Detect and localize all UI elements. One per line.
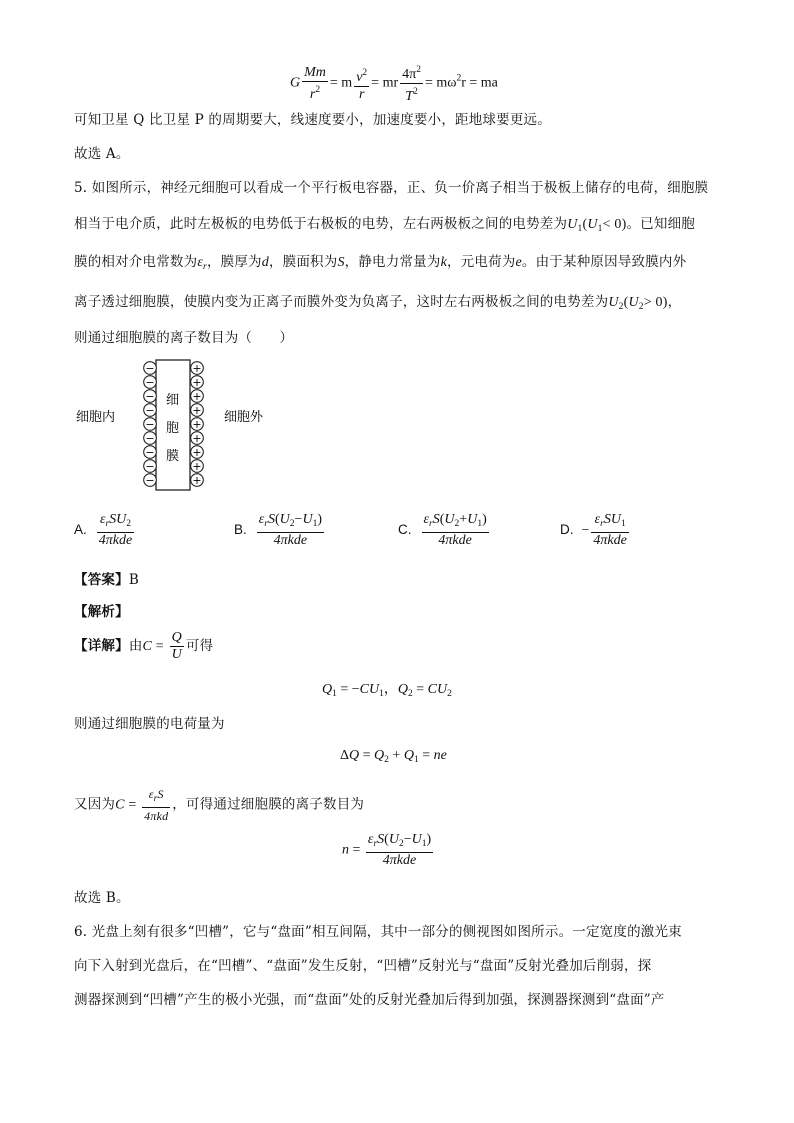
charge-line: 则通过细胞膜的电荷量为	[74, 716, 225, 732]
minus-sign: −	[145, 362, 155, 375]
option-a[interactable]: A. $\frac{\varepsilon_rSU_2}{\text{4πkde}}$	[74, 512, 133, 548]
plus-sign: +	[192, 376, 202, 389]
negative-ions	[144, 362, 157, 487]
n-equation: n = $\frac{\varepsilon_rS(U_2-U_1)}{\text{4πkde}}$	[342, 832, 432, 868]
q6-line-3: 测器探测到“凹槽”产生的极小光强，而“盘面”处的反射光叠加后得到加强，探测器探测到“盘面”产	[74, 992, 665, 1008]
membrane-char: 膜	[166, 449, 180, 464]
minus-sign: −	[145, 474, 155, 487]
q1-q2-equation: $Q_1 = -CU_1$，$Q_2 = CU_2$	[322, 682, 452, 699]
membrane-char: 胞	[166, 421, 180, 436]
minus-sign: −	[145, 404, 155, 417]
minus-sign: −	[145, 376, 155, 389]
q5-line-1: 5. 如图所示，神经元细胞可以看成一个平行板电容器，正、负一价离子相当于极板上储存的电荷，细胞膜	[74, 180, 709, 196]
q6-line-2: 向下入射到光盘后，在“凹槽”、“盘面”发生反射，“凹槽”反射光与“盘面”反射光叠加后削弱，探	[74, 958, 652, 974]
delta-q-equation: $\Delta Q = Q_2 + Q_1$ = ne	[340, 748, 447, 765]
plus-sign: +	[192, 404, 202, 417]
minus-sign: −	[145, 390, 155, 403]
option-d[interactable]: D. − $\frac{\varepsilon_rSU_1}{\text{4πkde}}$	[560, 512, 627, 548]
membrane-figure	[74, 356, 274, 496]
minus-sign: −	[145, 432, 155, 445]
answer-line: 【答案】B	[74, 572, 139, 588]
q5-line-4: 离子透过细胞膜，使膜内变为正离子而膜外变为负离子，这时左右两极板之间的电势差为$U_2(U_2> 0)$，	[74, 294, 682, 312]
minus-sign: −	[145, 460, 155, 473]
detail-line: 【详解】由C = $\frac{Q}{U}$ 可得	[74, 630, 214, 662]
plus-sign: +	[192, 362, 202, 375]
choose-a: 故选 A。	[74, 146, 130, 162]
plus-sign: +	[192, 390, 202, 403]
inside-label: 细胞内	[76, 410, 116, 425]
option-c[interactable]: C. $\frac{\varepsilon_rS(U_2+U_1)}{\text{4πkde}}$	[398, 512, 487, 548]
q5-line-5: 则通过细胞膜的离子数目为（ ）	[74, 330, 294, 346]
gravitation-formula: G $\frac{Mm}{r^2}$ = m $\frac{v^2}{r}$ = mr $\frac{4\pi^2}{T^2}$ = $m\omega^2r$ = ma	[290, 62, 498, 105]
answer-value: B	[128, 572, 139, 588]
membrane-char: 细	[166, 393, 180, 408]
q5-line-3: 膜的相对介电常数为$\varepsilon_r$，膜厚为d，膜面积为S，静电力常量为k，元电荷为e。由于某种原因导致膜内外	[74, 254, 687, 272]
paragraph-conclusion: 可知卫星 Q 比卫星 P 的周期要大，线速度要小，加速度要小，距地球要更远。	[74, 112, 551, 128]
plus-sign: +	[192, 418, 202, 431]
q5-line-2: 相当于电介质，此时左极板的电势低于右极板的电势，左右两极板之间的电势差为$U_1(U_1< 0)$。已知细胞	[74, 216, 695, 234]
choose-b: 故选 B。	[74, 890, 130, 906]
minus-sign: −	[145, 446, 155, 459]
plus-sign: +	[192, 432, 202, 445]
plus-sign: +	[192, 474, 202, 487]
option-b[interactable]: B. $\frac{\varepsilon_rS(U_2-U_1)}{\text{4πkde}}$	[234, 512, 322, 548]
plus-sign: +	[192, 460, 202, 473]
analysis-label: 【解析】	[74, 604, 129, 620]
minus-sign: −	[145, 418, 155, 431]
q6-line-1: 6. 光盘上刻有很多“凹槽”，它与“盘面”相互间隔，其中一部分的侧视图如图所示。一定宽度的激光束	[74, 924, 682, 940]
plus-sign: +	[192, 446, 202, 459]
positive-ions	[191, 362, 204, 487]
outside-label: 细胞外	[224, 410, 264, 425]
again-line: 又因为C = $\frac{\varepsilon_rS}{\text{4πkd}}$ ，可得通过细胞膜的离子数目为	[74, 787, 365, 823]
